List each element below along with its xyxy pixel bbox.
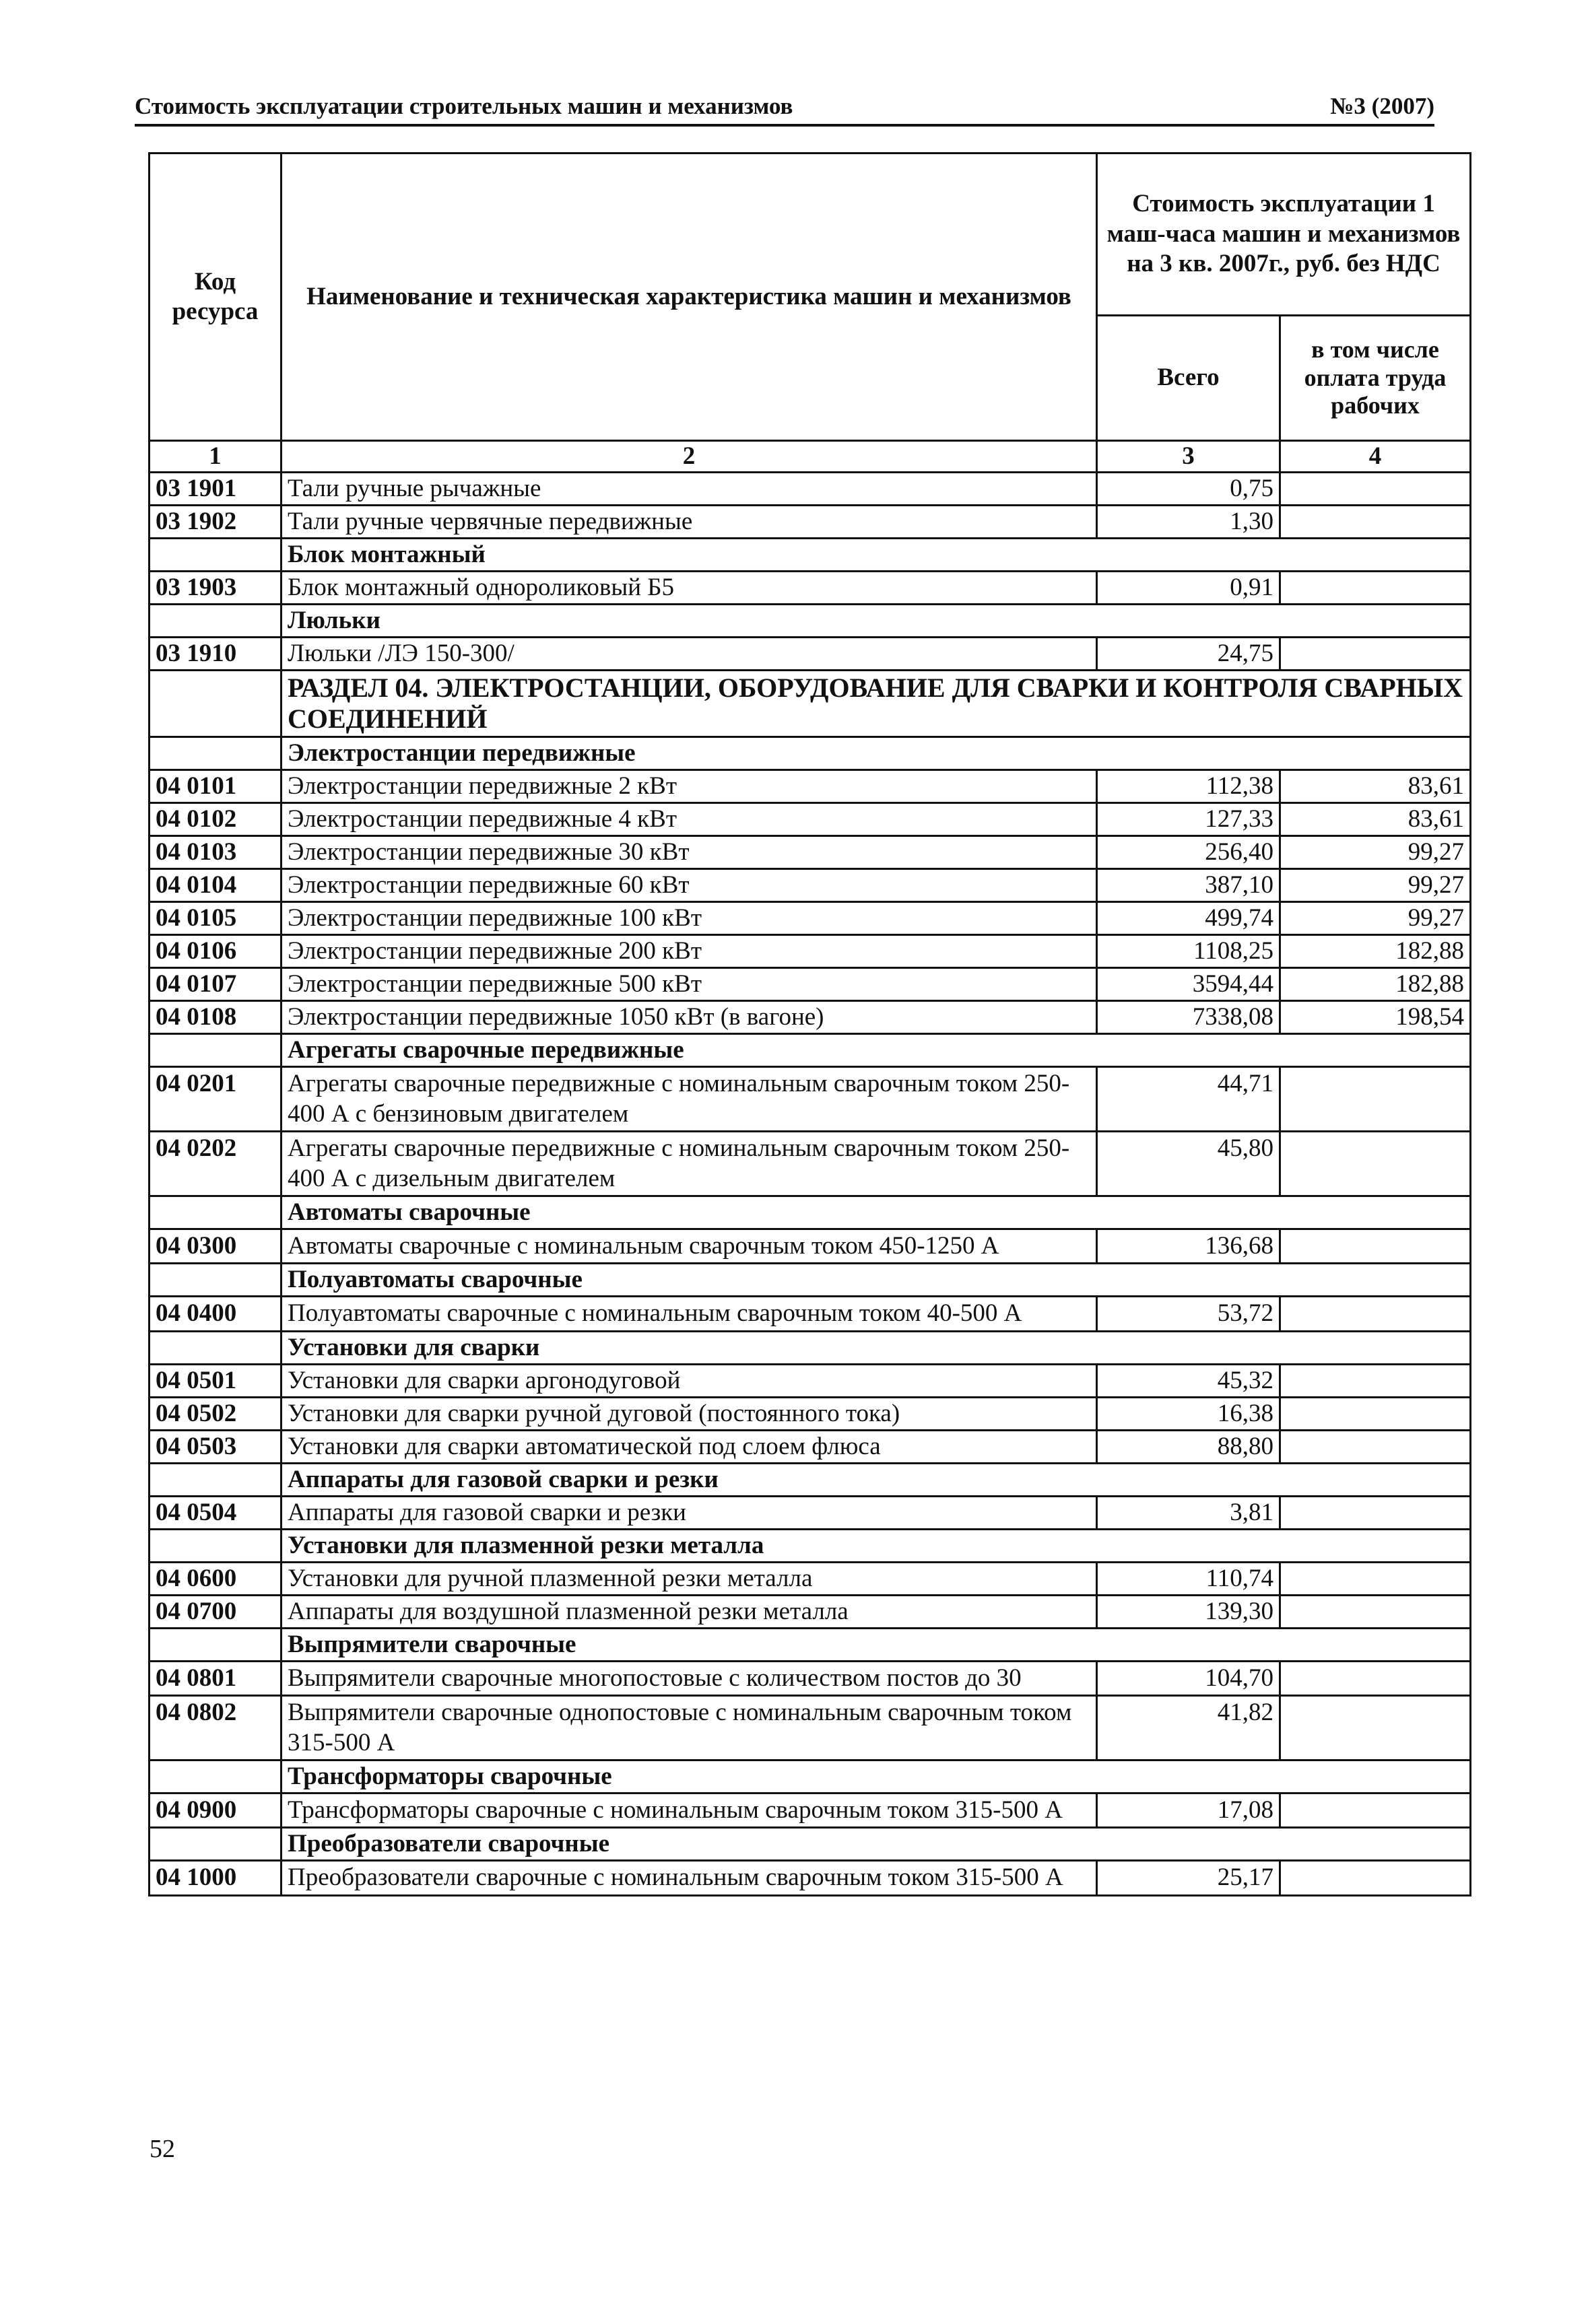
cost-labor: 99,27 [1280,902,1471,935]
machine-name: Люльки /ЛЭ 150-300/ [281,638,1097,671]
table-row [150,1696,1471,1761]
cost-labor [1280,473,1471,506]
cost-total: 88,80 [1097,1430,1280,1463]
group-title: Установки для плазменной резки металла [281,1529,1471,1562]
cost-total: 136,68 [1097,1229,1280,1263]
resource-code: 04 0700 [150,1595,281,1628]
table-row [150,1793,1471,1827]
resource-code: 04 0106 [150,935,281,968]
cost-total: 25,17 [1097,1861,1280,1895]
cost-total: 45,80 [1097,1132,1280,1196]
column-number-row [150,441,1471,473]
table-row [150,869,1471,902]
table-row [150,1496,1471,1529]
column-number: 2 [281,441,1097,473]
cost-total: 41,82 [1097,1696,1280,1761]
cost-total: 104,70 [1097,1661,1280,1695]
machine-name: Аппараты для воздушной плазменной резки металла [281,1595,1097,1628]
machine-name: Преобразователи сварочные с номинальным сварочным током 315-500 А [281,1861,1097,1895]
table-row [150,1229,1471,1263]
machine-name: Автоматы сварочные с номинальным сварочным током 450-1250 А [281,1229,1097,1263]
table-row [150,1562,1471,1595]
machine-name: Электростанции передвижные 1050 кВт (в вагоне) [281,1001,1097,1034]
cost-total: 44,71 [1097,1067,1280,1132]
machine-name: Установки для ручной плазменной резки металла [281,1562,1097,1595]
empty-code-cell [150,737,281,770]
resource-code: 04 1000 [150,1861,281,1895]
machine-name: Электростанции передвижные 60 кВт [281,869,1097,902]
machine-name: Выпрямители сварочные многопостовые с количеством постов до 30 [281,1661,1097,1695]
empty-code-cell [150,1264,281,1297]
resource-code: 04 0102 [150,803,281,836]
machine-name: Установки для сварки автоматической под слоем флюса [281,1430,1097,1463]
cost-total: 17,08 [1097,1793,1280,1827]
machine-name: Тали ручные рычажные [281,473,1097,506]
cost-labor [1280,1229,1471,1263]
table-row [150,638,1471,671]
header-total: Всего [1097,316,1280,441]
resource-code: 03 1910 [150,638,281,671]
cost-labor [1280,1861,1471,1895]
subheader-row [150,1264,1471,1297]
machine-name: Выпрямители сварочные однопостовые с номинальным сварочным током 315-500 А [281,1696,1097,1761]
table-row [150,1661,1471,1695]
machine-name: Тали ручные червячные передвижные [281,506,1097,539]
group-title: Трансформаторы сварочные [281,1760,1471,1793]
cost-total: 16,38 [1097,1397,1280,1430]
header-operating-cost: Стоимость эксплуатации 1 маш-часа машин и механизмов на 3 кв. 2007г., руб. без НДС [1097,153,1471,316]
subheader-row [150,1760,1471,1793]
empty-code-cell [150,671,281,737]
machine-name: Электростанции передвижные 30 кВт [281,836,1097,869]
empty-code-cell [150,1331,281,1364]
cost-total: 1108,25 [1097,935,1280,968]
resource-code: 04 0103 [150,836,281,869]
group-title: Люльки [281,605,1471,638]
table-row [150,803,1471,836]
cost-total: 7338,08 [1097,1001,1280,1034]
group-title: Выпрямители сварочные [281,1628,1471,1661]
table-row [150,473,1471,506]
resource-code: 04 0503 [150,1430,281,1463]
empty-code-cell [150,539,281,572]
empty-code-cell [150,1196,281,1229]
group-title: Блок монтажный [281,539,1471,572]
cost-total: 112,38 [1097,770,1280,803]
cost-labor: 83,61 [1280,803,1471,836]
cost-total: 127,33 [1097,803,1280,836]
group-title: Полуавтоматы сварочные [281,1264,1471,1297]
subheader-row [150,1034,1471,1067]
header-machine-name: Наименование и техническая характеристика машин и механизмов [281,153,1097,441]
machine-name: Электростанции передвижные 4 кВт [281,803,1097,836]
resource-code: 04 0801 [150,1661,281,1695]
resource-code: 04 0502 [150,1397,281,1430]
cost-labor [1280,572,1471,605]
cost-labor: 99,27 [1280,869,1471,902]
machine-name: Блок монтажный однороликовый Б5 [281,572,1097,605]
cost-labor [1280,1430,1471,1463]
resource-code: 03 1901 [150,473,281,506]
machine-cost-table [148,152,1471,1896]
table-row [150,902,1471,935]
cost-labor: 182,88 [1280,968,1471,1001]
table-row [150,935,1471,968]
cost-labor [1280,1496,1471,1529]
empty-code-cell [150,1760,281,1793]
cost-labor: 182,88 [1280,935,1471,968]
cost-labor [1280,1562,1471,1595]
cost-labor [1280,1067,1471,1132]
subheader-row [150,1628,1471,1661]
empty-code-cell [150,1529,281,1562]
subheader-row [150,1331,1471,1364]
table-row [150,1364,1471,1397]
subheader-row [150,1196,1471,1229]
column-number: 1 [150,441,281,473]
resource-code: 04 0107 [150,968,281,1001]
running-title: Стоимость эксплуатации строительных машин и механизмов [135,93,793,119]
machine-name: Электростанции передвижные 200 кВт [281,935,1097,968]
table-row [150,1397,1471,1430]
machine-name: Электростанции передвижные 500 кВт [281,968,1097,1001]
subheader-row [150,1463,1471,1496]
machine-name: Электростанции передвижные 100 кВт [281,902,1097,935]
resource-code: 04 0104 [150,869,281,902]
table-row [150,1430,1471,1463]
resource-code: 03 1903 [150,572,281,605]
group-title: Автоматы сварочные [281,1196,1471,1229]
table-row [150,1861,1471,1895]
cost-labor [1280,638,1471,671]
page-header [135,89,1434,127]
cost-labor [1280,1696,1471,1761]
header-resource-code: Код ресурса [150,153,281,441]
machine-name: Агрегаты сварочные передвижные с номинальным сварочным током 250-400 А с бензиновым двигателем [281,1067,1097,1132]
table-row [150,1297,1471,1331]
cost-labor: 198,54 [1280,1001,1471,1034]
resource-code: 04 0501 [150,1364,281,1397]
resource-code: 04 0202 [150,1132,281,1196]
table-row [150,1132,1471,1196]
cost-total: 24,75 [1097,638,1280,671]
page-number: 52 [150,2135,175,2163]
cost-total: 499,74 [1097,902,1280,935]
resource-code: 04 0201 [150,1067,281,1132]
empty-code-cell [150,605,281,638]
machine-name: Установки для сварки ручной дуговой (постоянного тока) [281,1397,1097,1430]
resource-code: 04 0101 [150,770,281,803]
issue-number: №3 (2007) [1330,93,1434,119]
header-labor-cost: в том числе оплата труда рабочих [1280,316,1471,441]
table-row [150,968,1471,1001]
resource-code: 04 0400 [150,1297,281,1331]
table-row [150,1001,1471,1034]
column-number: 4 [1280,441,1471,473]
resource-code: 04 0600 [150,1562,281,1595]
column-number: 3 [1097,441,1280,473]
table-row [150,572,1471,605]
table-row [150,770,1471,803]
subheader-row [150,539,1471,572]
cost-labor [1280,1793,1471,1827]
section-row [150,671,1471,737]
machine-name: Агрегаты сварочные передвижные с номинальным сварочным током 250-400 А с дизельным двигателем [281,1132,1097,1196]
cost-labor [1280,1132,1471,1196]
table-row [150,836,1471,869]
empty-code-cell [150,1463,281,1496]
group-title: Агрегаты сварочные передвижные [281,1034,1471,1067]
machine-name: Полуавтоматы сварочные с номинальным сварочным током 40-500 А [281,1297,1097,1331]
cost-labor [1280,1595,1471,1628]
cost-total: 53,72 [1097,1297,1280,1331]
cost-total: 110,74 [1097,1562,1280,1595]
cost-labor [1280,1364,1471,1397]
table-row [150,1595,1471,1628]
cost-total: 1,30 [1097,506,1280,539]
section-title: РАЗДЕЛ 04. ЭЛЕКТРОСТАНЦИИ, ОБОРУДОВАНИЕ ДЛЯ СВАРКИ И КОНТРОЛЯ СВАРНЫХ СОЕДИНЕНИЙ [281,671,1471,737]
cost-total: 139,30 [1097,1595,1280,1628]
group-title: Установки для сварки [281,1331,1471,1364]
group-title: Аппараты для газовой сварки и резки [281,1463,1471,1496]
machine-name: Аппараты для газовой сварки и резки [281,1496,1097,1529]
cost-labor [1280,506,1471,539]
machine-name: Электростанции передвижные 2 кВт [281,770,1097,803]
resource-code: 04 0802 [150,1696,281,1761]
table-row [150,506,1471,539]
cost-total: 387,10 [1097,869,1280,902]
subheader-row [150,1529,1471,1562]
empty-code-cell [150,1034,281,1067]
resource-code: 04 0300 [150,1229,281,1263]
empty-code-cell [150,1628,281,1661]
machine-name: Установки для сварки аргонодуговой [281,1364,1097,1397]
resource-code: 04 0105 [150,902,281,935]
cost-total: 0,75 [1097,473,1280,506]
cost-labor: 83,61 [1280,770,1471,803]
cost-total: 3594,44 [1097,968,1280,1001]
resource-code: 04 0900 [150,1793,281,1827]
table-row [150,1067,1471,1132]
subheader-row [150,605,1471,638]
cost-labor: 99,27 [1280,836,1471,869]
cost-labor [1280,1397,1471,1430]
resource-code: 04 0108 [150,1001,281,1034]
cost-labor [1280,1297,1471,1331]
subheader-row [150,737,1471,770]
resource-code: 04 0504 [150,1496,281,1529]
cost-total: 3,81 [1097,1496,1280,1529]
cost-total: 0,91 [1097,572,1280,605]
group-title: Преобразователи сварочные [281,1828,1471,1861]
cost-labor [1280,1661,1471,1695]
subheader-row [150,1828,1471,1861]
cost-total: 256,40 [1097,836,1280,869]
table-body [150,473,1471,1895]
resource-code: 03 1902 [150,506,281,539]
group-title: Электростанции передвижные [281,737,1471,770]
empty-code-cell [150,1828,281,1861]
cost-total: 45,32 [1097,1364,1280,1397]
machine-name: Трансформаторы сварочные с номинальным сварочным током 315-500 А [281,1793,1097,1827]
